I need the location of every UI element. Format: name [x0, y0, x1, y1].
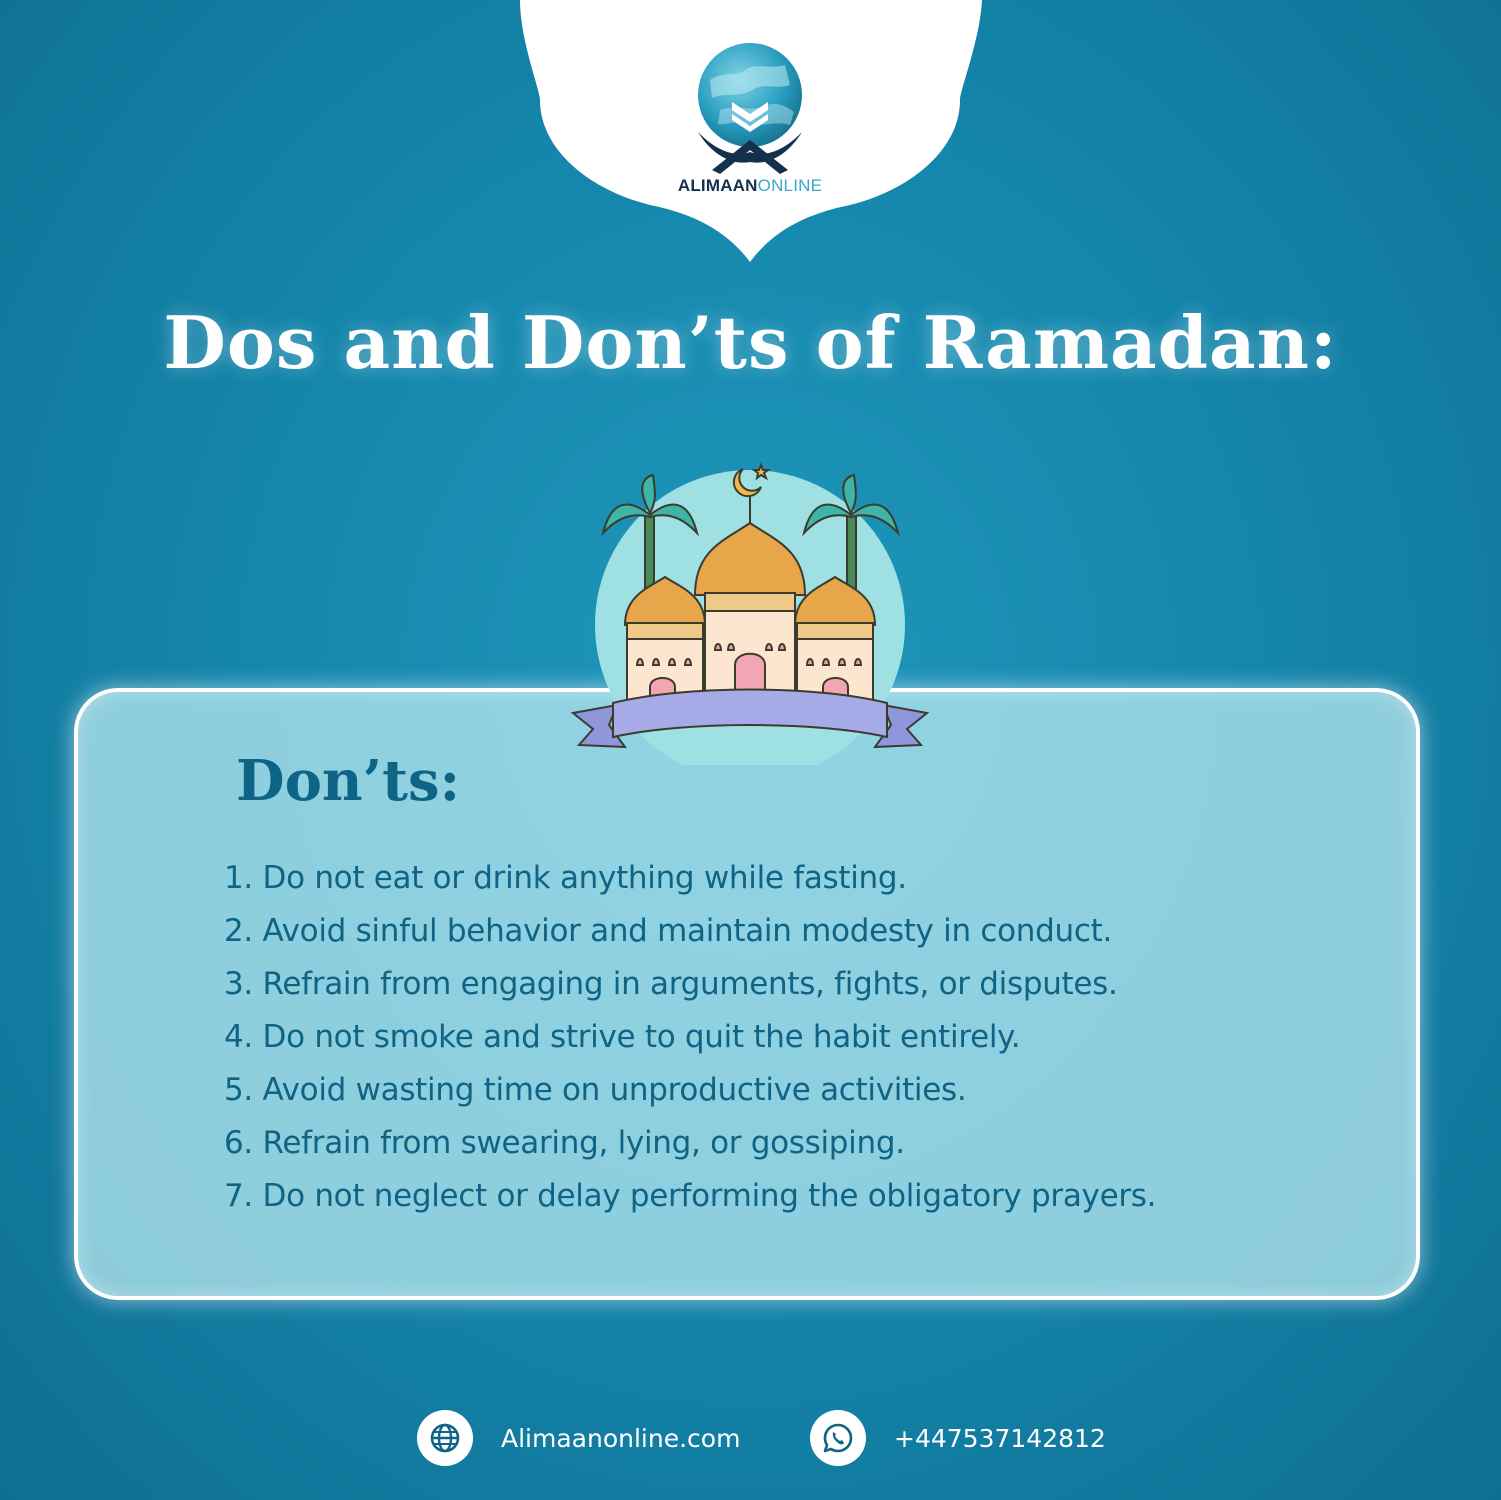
logo-text-primary: ALIMAAN [677, 176, 758, 195]
footer-website[interactable] [417, 1410, 740, 1466]
list-item: 2. Avoid sinful behavior and maintain modesty in conduct. [224, 913, 1113, 949]
globe-quran-stand-logo [690, 40, 810, 180]
whatsapp-icon [810, 1410, 866, 1466]
list-item: 6. Refrain from swearing, lying, or gossiping. [224, 1125, 905, 1161]
list-item: 4. Do not smoke and strive to quit the habit entirely. [224, 1019, 1021, 1055]
section-title: Don’ts: [236, 748, 461, 814]
logo-wordmark [660, 176, 840, 196]
phone-number[interactable]: +447537142812 [894, 1423, 1106, 1453]
page-title: Dos and Don’ts of Ramadan: [163, 300, 1338, 385]
mosque-icon [565, 455, 935, 765]
logo-text-secondary: ONLINE [757, 176, 823, 195]
list-item: 3. Refrain from engaging in arguments, fights, or disputes. [224, 966, 1118, 1002]
list-item: 1. Do not eat or drink anything while fasting. [224, 860, 907, 896]
list-item: 7. Do not neglect or delay performing the obligatory prayers. [224, 1178, 1157, 1214]
website-link[interactable]: Alimaanonline.com [501, 1423, 741, 1453]
globe-icon [417, 1410, 473, 1466]
donts-list [224, 852, 1156, 1223]
list-item: 5. Avoid wasting time on unproductive activities. [224, 1072, 967, 1108]
footer-phone[interactable] [810, 1410, 1106, 1466]
